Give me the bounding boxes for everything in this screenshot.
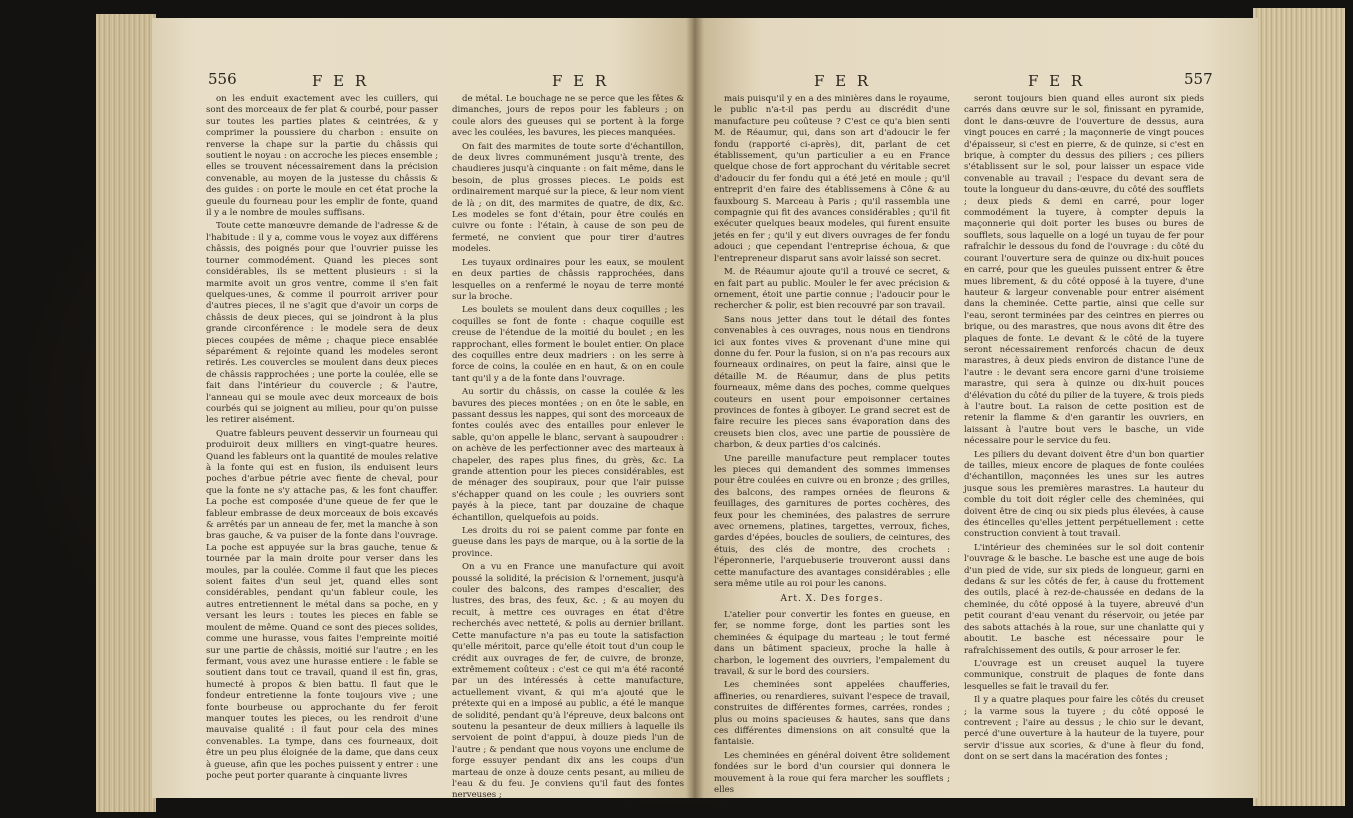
paragraph: Toute cette manœuvre demande de l'adresse & de l'habitude : il y a, comme vous le voyez aux différens châssis, des poignés pour que l'ouvrier puisse les tourner commodément. Quand les pieces sont considérables, ils se mettent plusieurs : si la marmite avoit un gros ventre, comme il s'en fait quelques-unes, & comme il pourroit arriver pour d'autres pieces, il ne s'agit que d'avoir un corps de châssis de deux pieces, qui se joindront à la plus grande circonférence : le modele sera de deux pieces coupées de même ; chaque piece ensablée séparément & rejointe quand les modeles seront retirés. Les couvercles se moulent dans deux pieces de châssis rapprochées ; une porte la coulée, elle se fait dans l'intérieur du couvercle ; & l'autre, l'anneau qui se moule avec deux morceaux de bois courbés qui se joignent au milieu, pour qu'on puisse les retirer aisément.	[206, 221, 438, 426]
paragraph: Les droits du roi se paient comme par fonte en gueuse dans les pays de marque, ou à la sortie de la province.	[452, 526, 684, 559]
paragraph: Les piliers du devant doivent être d'un bon quartier de tailles, mieux encore de plaques de fonte coulées d'échantillon, maçonnées les unes sur les autres jusque sous les premières marastres. La hauteur du comble du toit doit régler celle des cheminées, qui doivent être de cinq ou six pieds plus élevées, à cause des étincelles qu'elles jettent perpétuellement : cette construction convient à tout travail.	[964, 449, 1204, 540]
paragraph: L'intérieur des cheminées sur le sol doit contenir l'ouvrage & le basche. Le basche est une auge de bois d'un pied de vide, sur six pieds de longueur, garni en dedans & sur les côtés de fer, à cause du frottement des outils, placé à rez-de-chaussée en dedans de la cheminée, du côté opposé à la tuyere, abreuvé d'un petit courant d'eau venant du réservoir, ou jetée par des sabots attachés à la roue, sur une chanlatte qui y aboutit. Le basche est nécessaire pour le rafraîchissement des outils, & pour arroser le fer.	[964, 542, 1204, 656]
paragraph: Les tuyaux ordinaires pour les eaux, se moulent en deux parties de châssis rapprochées, dans lesquelles on a renfermé le noyau de terre monté sur la broche.	[452, 257, 684, 302]
book-gutter	[686, 18, 704, 798]
paragraph: mais puisqu'il y en a des minières dans le royaume, le public n'a-t-il pas perdu au discrédit d'une manufacture peu coûteuse ? C'est ce qu'a bien senti M. de Réaumur, qui, dans son art d'adoucir le fer fondu (rapporté ci-après), dit, parlant de cet établissement, qu'un particulier a eu en France quelque chose de fort approchant du véritable secret d'adoucir du fer fondu qui a été jeté en moule ; qu'il entreprit d'en faire des établissemens à Cône & au fauxbourg S. Marceau à Paris ; qu'il rassembla une compagnie qui fit des avances considérables ; qu'il fit exécuter quelques beaux modeles, qui furent ensuite jetés en fer ; qu'il y eut divers ouvrages de fer fondu adouci ; que cependant l'entreprise échoua, & que l'entrepreneur disparut sans avoir laissé son secret.	[714, 94, 950, 264]
left-column-1	[206, 94, 438, 794]
paragraph: L'ouvrage est un creuset auquel la tuyere communique, construit de plaques de fonte dans lesquelles se fait le travail du fer.	[964, 658, 1204, 692]
paragraph: Quatre fableurs peuvent desservir un fourneau qui produiroit deux milliers en vingt-quatre heures. Quand les fableurs ont la quantité de moules relative à la fonte qui est en fusion, ils enduisent leurs poches d'arbue pétrie avec fiente de cheval, pour que la fonte ne s'y attache pas, & les font chauffer. La poche est composée d'une queue de fer que le fableur embrasse de deux morceaux de bois excavés & arrêtés par un anneau de fer, met la manche à son bras gauche, & va puiser de la fonte dans l'ouvrage. La poche est appuyée sur la bras gauche, tenue & tournée par la main droite pour verser dans les moules, par la coulée. Comme il faut que les pieces soient faites d'un seul jet, quand elles sont considérables, pendant qu'un fableur coule, les autres entretiennent le métal dans sa poche, en y versant les leurs : toutes les pieces en fable se moulent de même. Quand ce sont des pieces solides, comme une hurasse, vous faites l'empreinte moitié sur une partie de châssis, moitié sur l'autre ; en les fermant, vous avez une hurasse entiere : le fable se soutient dans tout ce travail, quand il est fin, gras, humecté à propos & bien battu. Il faut que le fondeur entretienne la fonte toujours vive ; une fonte bourbeuse ou approchante du fer feroit manquer toutes les pieces, ou les rendroit d'une mauvaise qualité : il faut pour cela des mines convenables. La tympe, dans ces fourneaux, doit être un peu plus éloignée de la dame, que dans ceux à gueuse, afin que les poches puissent y entrer : une poche peut porter quarante à cinquante livres	[206, 428, 438, 781]
right-page	[694, 18, 1258, 798]
right-page-number: 557	[1184, 70, 1213, 88]
right-page-edges	[1253, 8, 1345, 806]
paragraph: Sans nous jetter dans tout le détail des fontes convenables à ces ouvrages, nous nous en tiendrons ici aux fontes vives & provenant d'une mine qui donne du fer. Pour la fusion, si on n'a pas recours aux fourneaux ordinaires, on peut la faire, ainsi que le détaille M. de Réaumur, dans de plus petits fourneaux, même dans des poches, comme quelques couteurs en usent pour empoisonner certaines provinces de fontes à giboyer. Le grand secret est de faire recuire les pieces sans évaporation dans des creusets bien clos, avec une partie de poussière de charbon, & deux parties d'os calcinés.	[714, 314, 950, 451]
right-column-2	[964, 94, 1204, 794]
paragraph: On fait des marmites de toute sorte d'échantillon, de deux livres communément jusqu'à trente, des chaudieres jusqu'à cinquante : on fait même, dans le besoin, de plus grosses pieces. Le poids est ordinairement marqué sur la piece, & leur nom vient de là ; on dit, des marmites de quatre, de dix, &c. Les modeles se font d'étain, pour être coulés en cuivre ou fonte : l'étain, à cause de son peu de fermeté, ne convient que pour tirer d'autres modeles.	[452, 141, 684, 255]
left-running-head: F E R	[312, 72, 370, 90]
paragraph: On a vu en France une manufacture qui avoit poussé la solidité, la précision & l'ornement, jusqu'à couler des balcons, des rampes d'escalier, des lustres, des bras, des feux, &c. ; & au moyen du recuit, à mettre ces ouvrages en état d'être recherchés avec netteté, & polis au dernier brillant. Cette manufacture n'a pas eu toute la satisfaction qu'elle méritoit, parce qu'elle étoit tout d'un coup le crédit aux ouvrages de fer, de cuivre, de bronze, extrêmement coûteux : c'est ce qui m'a été raconté par un des intéressés à cette manufacture, actuellement vivant, & qui m'a ajouté que le prétexte qui en a imposé au public, a été le manque de solidité, pendant qu'à l'épreuve, deux balcons ont soutenu la pesanteur de deux milliers à laquelle ils servoient de point d'appui, à douze pieds l'un de l'autre ; & pendant que nous voyons une enclume de forge essuyer pendant dix ans les coups d'un marteau de onze à douze cents pesant, au milieu de l'eau & du feu. Je conviens qu'il faut des fontes nerveuses ;	[452, 562, 684, 801]
paragraph: Les cheminées en général doivent être solidement fondées sur le bord d'un coursier qui donnera le mouvement à la roue qui fera marcher les soufflets ; elles	[714, 750, 950, 795]
section-heading: Art. X. Des forges.	[780, 594, 884, 605]
paragraph: M. de Réaumur ajoute qu'il a trouvé ce secret, & en fait part au public. Mouler le fer avec précision & ornement, étoit une partie connue ; l'adoucir pour le rechercher & polir, est bien recouvré par son travail.	[714, 267, 950, 312]
paragraph: seront toujours bien quand elles auront six pieds carrés dans œuvre sur le sol, finissant en pyramide, dont le dans-œuvre de l'ouverture de dessus, aura vingt pouces en carré ; la maçonnerie de vingt pouces d'épaisseur, si c'est en pierre, & de quinze, si c'est en brique, à compter du dessus des piliers ; ces piliers s'établissent sur le sol, pour laisser un espace vide convenable au travail ; l'espace du devant sera de toute la longueur du dans-œuvre, du côté des soufflets ; deux pieds & demi en carré, pour loger commodément la tuyere, à compter depuis la maçonnerie qui doit porter les buses ou bures de soufflets, sous laquelle on a logé un tuyau de fer pour rafraîchir le dessous du fond de l'ouvrage : du côté du courant l'ouverture sera de quinze ou dix-huit pouces en carré, pour que les gueules puissent entrer & être mues librement, & du côté opposé à la tuyere, d'une hauteur & largeur convenable pour entrer aisément dans la cheminée. Cette partie, ainsi que celle sur l'eau, seront terminées par des ceintres en pierres ou brique, ou des marastres, que nous avons dit être des plaques de fonte. Le devant & le côté de la tuyere seront nécessairement renforcés chacun de deux marastres, à deux pieds environ de distance l'une de l'autre : le devant sera encore garni d'une troisieme marastre, qui sera à quinze ou dix-huit pouces d'élévation du côté du pilier de la tuyere, & trois pieds à l'autre bout. La raison de cette position est de retenir la flamme & d'en garantir les ouvriers, en laissant à l'autre bout vers le basche, un vide nécessaire pour le service du feu.	[964, 94, 1204, 447]
left-page-number: 556	[208, 70, 237, 88]
left-running-head-2: F E R	[552, 72, 610, 90]
left-page-edges	[96, 14, 156, 812]
paragraph: Une pareille manufacture peut remplacer toutes les pieces qui demandent des sommes immenses pour être coulées en cuivre ou en bronze ; des grilles, des balcons, des rampes ornées de fleurons & feuillages, des garnitures de portes cochères, des feux pour les cheminées, des palastres de serrure avec ornemens, platines, targettes, verroux, fiches, gardes d'épées, boucles de souliers, de ceintures, des étuis, des clés de montre, des crochets : l'éperonnerie, l'arquebuserie trouveront aussi dans cette manufacture des avantages considérables ; elle sera même utile au roi pour les canons.	[714, 453, 950, 590]
paragraph: Les boulets se moulent dans deux coquilles ; les coquilles se font de fonte : chaque coquille est creuse de l'étendue de la moitié du boulet ; en les rapprochant, elles forment le boulet entier. On place des coquilles entre deux madriers : on les serre à force de coins, la coulée en en haut, & on en coule tant qu'il y a de la fonte dans l'ouvrage.	[452, 305, 684, 384]
right-running-head-2: F E R	[1028, 72, 1086, 90]
paragraph: Il y a quatre plaques pour faire les côtés du creuset ; la varme sous la tuyere ; du côté opposé le contrevent ; l'aire au dessus ; le chio sur le devant, percé d'une ouverture à la hauteur de la tuyere, pour servir d'issue aux scories, & d'une à fleur du fond, dont on se sert dans la macération des fontes ;	[964, 695, 1204, 763]
right-running-head: F E R	[814, 72, 872, 90]
paragraph: Les cheminées sont appelées chaufferies, affineries, ou renardieres, suivant l'espece de travail, construites de différentes formes, carrées, rondes ; plus ou moins spacieuses & hautes, sans que dans ces différentes dimensions on ait consulté que la fantaisie.	[714, 680, 950, 748]
paragraph: de métal. Le bouchage ne se perce que les fêtes & dimanches, jours de repos pour les fableurs ; on coule alors des gueuses qui se portent à la forge avec les coulées, les bavures, les pieces manquées.	[452, 94, 684, 139]
paragraph: Au sortir du châssis, on casse la coulée & les bavures des pieces montées ; on en ôte le sable, en passant dessus les nappes, qui sont des morceaux de fontes coulés avec des entailles pour enlever le sable, qu'on appelle le blanc, servant à saupoudrer : on achève de les perfectionner avec des marteaux à chapeler, des rapes plus fines, du grès, &c. La grande attention pour les pieces considérables, est de ménager des soupiraux, pour que l'air puisse s'échapper quand on les coule ; les ouvriers sont payés à la piece, tant par douzaine de chaque échantillon, quelquefois au poids.	[452, 387, 684, 523]
paragraph: on les enduit exactement avec les cuillers, qui sont des morceaux de fer plat & courbé, pour passer sur toutes les parties plates & ceintrées, & y comprimer la poussiere du charbon : ensuite on renverse la chape sur la partie du châssis qui soutient le noyau : on accroche les pieces ensemble ; elles se trouvent nécessairement dans la précision convenable, au moyen de la justesse du châssis & des guides : on porte le moule en cet état proche la gueule du fourneau pour les emplir de fonte, quand il y a le nombre de moules suffisans.	[206, 94, 438, 219]
paragraph: L'atelier pour convertir les fontes en gueuse, en fer, se nomme forge, dont les parties sont les cheminées & équipage du marteau ; le tout fermé dans un bâtiment spacieux, proche la halle à charbon, le logement des ouvriers, l'empalement du travail, & sur le bord des coursiers.	[714, 609, 950, 677]
left-page	[152, 18, 694, 801]
right-column-1	[714, 94, 950, 794]
left-column-2	[452, 94, 684, 801]
